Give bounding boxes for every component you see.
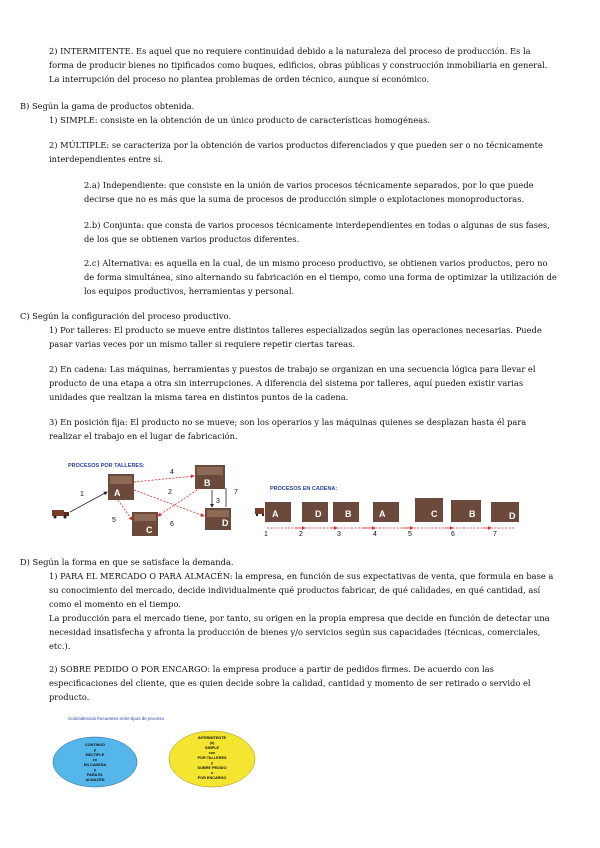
svg-text:B: B bbox=[345, 509, 352, 519]
workshop-box-c bbox=[132, 512, 158, 536]
paragraph-conjunta: 2.b) Conjunta: que consta de varios procesos técnicamente interdependientes en todas o algunas de sus fases, de los que se obtienen varios productos diferentes. bbox=[84, 220, 550, 244]
svg-text:5: 5 bbox=[408, 531, 412, 538]
truck-icon bbox=[52, 510, 69, 519]
svg-text:y: y bbox=[93, 748, 97, 752]
paragraph-simple: 1) SIMPLE: consiste en la obtención de un único producto de características homogéneas. bbox=[49, 115, 430, 125]
svg-text:7: 7 bbox=[234, 489, 238, 496]
talleres-diagram bbox=[50, 460, 250, 540]
paragraph-alternativa: 2.c) Alternativa: es aquella en la cual, de un mismo proceso productivo, se obtienen varios productos, pero no de forma simultánea, sino alternando su fabricación en el tiempo, como una forma de optimizar la utilización de los equipos productivos, herramientas y personal. bbox=[84, 258, 557, 296]
svg-text:6: 6 bbox=[170, 521, 174, 528]
svg-text:4: 4 bbox=[170, 469, 174, 476]
svg-text:y: y bbox=[210, 761, 214, 765]
paragraph-intermitente: 2) INTERMITENTE. Es aquel que no requiere continuidad debido a la naturaleza del proceso de producción. Es la forma de producir bienes no tipificados como buques, edificios, obras públicas y construcción inmobiliaria en general. La interrupción del proceso no plantea problemas de orden técnico, aunque sí económico. bbox=[49, 46, 548, 84]
svg-text:(o): (o) bbox=[209, 741, 215, 745]
svg-text:POR ENCARGO: POR ENCARGO bbox=[197, 776, 227, 780]
svg-text:EN CADENA: EN CADENA bbox=[83, 763, 107, 767]
heading-c: C) Según la configuración del proceso productivo. bbox=[20, 311, 232, 321]
talleres-title: PROCESOS POR TALLERES: bbox=[68, 463, 145, 469]
svg-text:B: B bbox=[204, 478, 211, 488]
svg-text:D: D bbox=[315, 509, 322, 519]
svg-text:7: 7 bbox=[493, 531, 497, 538]
chain-box-6 bbox=[451, 500, 481, 522]
heading-b: B) Según la gama de productos obtenida. bbox=[20, 101, 195, 111]
paragraph-mercado: 1) PARA EL MERCADO O PARA ALMACÉN: la empresa, en función de sus expectativas de venta, que formula en base a su conocimiento del mercado, decide individualmente qué productos fabricar, de qué calidades, en qué cantidad, así como el momento en el tiempo. La producción para el mercado tiene, por tanto, su origen en la propia empresa que decide en función de detectar una necesidad insatisfecha y afronta la producción de bienes y/o servicios según sus capacidades (técnicas, comerciales, etc.). bbox=[49, 571, 554, 651]
svg-text:con: con bbox=[208, 751, 216, 755]
svg-text:A: A bbox=[114, 488, 121, 498]
svg-text:D: D bbox=[222, 518, 229, 528]
paragraph-cadena: 2) En cadena: Las máquinas, herramientas y puestos de trabajo se organizan en una secuencia lógica para llevar el producto de una etapa a otra sin interrupciones. A diferencia del sistema por talleres, aquí pueden existir varias unidades que realizan la misma tarea en distintos puntos de la cadena. bbox=[49, 364, 536, 402]
svg-text:o: o bbox=[210, 771, 214, 775]
heading-d: D) Según la forma en que se satisface la demanda. bbox=[20, 557, 234, 567]
svg-text:2: 2 bbox=[168, 489, 172, 496]
chain-box-1 bbox=[265, 502, 291, 522]
svg-text:ALMACÉN: ALMACÉN bbox=[85, 778, 105, 782]
svg-text:A: A bbox=[272, 509, 279, 519]
svg-text:A: A bbox=[379, 509, 386, 519]
svg-text:POR TALLERES: POR TALLERES bbox=[197, 756, 227, 760]
svg-text:y: y bbox=[93, 768, 97, 772]
svg-text:INTERMITENTE: INTERMITENTE bbox=[197, 736, 227, 740]
paragraph-posicion: 3) En posición fija: El producto no se mueve; son los operarios y las máquinas quienes se desplazan hasta él para realizar el trabajo en el lugar de fabricación. bbox=[49, 417, 527, 441]
paragraph-multiple: 2) MÚLTIPLE: se caracteriza por la obtención de varios productos diferenciados y que pueden ser o no técnicamente interdependientes entre sí. bbox=[49, 140, 543, 164]
coincidencias-diagram bbox=[50, 712, 270, 792]
svg-text:en: en bbox=[92, 758, 98, 762]
svg-text:C: C bbox=[431, 509, 438, 519]
chain-box-2 bbox=[302, 502, 328, 522]
svg-text:6: 6 bbox=[451, 531, 455, 538]
svg-text:CONTINUO: CONTINUO bbox=[84, 743, 106, 747]
paragraph-pedido: 2) SOBRE PEDIDO O POR ENCARGO: la empresa produce a partir de pedidos firmes. De acuerdo con las especificaciones del cliente, que es quien decide sobre la calidad, cantidad y momento de ser retirado o servido el producto. bbox=[49, 664, 531, 702]
svg-text:PARA EL: PARA EL bbox=[86, 773, 104, 777]
chain-box-5 bbox=[415, 498, 443, 522]
svg-text:4: 4 bbox=[373, 531, 377, 538]
svg-text:D: D bbox=[509, 511, 516, 521]
cadena-diagram bbox=[255, 480, 540, 540]
svg-text:3: 3 bbox=[337, 531, 341, 538]
svg-text:1: 1 bbox=[80, 491, 84, 498]
svg-text:5: 5 bbox=[112, 517, 116, 524]
paragraph-independiente: 2.a) Independiente: que consiste en la unión de varios procesos técnicamente separados, por lo que puede decirse que no es más que la suma de procesos de producción simple o explotaciones monoproductoras. bbox=[84, 180, 534, 204]
chain-box-4 bbox=[373, 502, 399, 522]
svg-text:SOBRE PEDIDO: SOBRE PEDIDO bbox=[197, 766, 227, 770]
svg-text:C: C bbox=[146, 525, 153, 535]
svg-text:2: 2 bbox=[299, 531, 303, 538]
svg-text:3: 3 bbox=[216, 498, 220, 505]
workshop-box-a bbox=[108, 474, 134, 500]
paragraph-talleres: 1) Por talleres: El producto se mueve entre distintos talleres especializados según las operaciones necesarias. Puede pasar varias veces por un mismo taller si requiere repetir ciertas tareas. bbox=[49, 325, 542, 349]
workshop-box-d bbox=[205, 508, 231, 530]
workshop-box-b bbox=[195, 465, 225, 489]
chain-box-7 bbox=[491, 502, 519, 522]
svg-text:SIMPLE: SIMPLE bbox=[204, 746, 220, 750]
svg-text:MÚLTIPLE: MÚLTIPLE bbox=[85, 753, 105, 757]
chain-box-3 bbox=[333, 502, 359, 522]
chain-truck-icon bbox=[255, 508, 264, 516]
svg-text:B: B bbox=[469, 509, 476, 519]
coincidencias-title: Coincidencias frecuentes entre tipos de proceso bbox=[68, 716, 165, 721]
svg-text:1: 1 bbox=[264, 531, 268, 538]
cadena-title: PROCESOS EN CADENA: bbox=[270, 486, 338, 492]
